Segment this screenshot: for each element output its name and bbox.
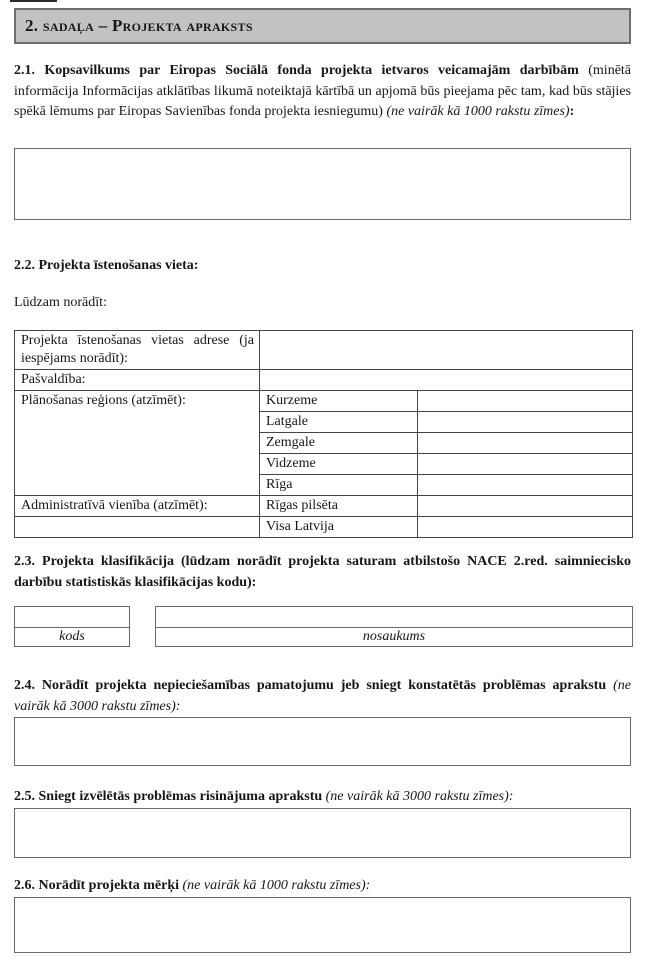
section-2-6-title: 2.6. Norādīt projekta mērķi [14, 878, 179, 893]
address-input-cell[interactable] [260, 331, 633, 370]
municipality-input-cell[interactable] [260, 370, 633, 391]
nace-name-table [155, 606, 633, 647]
section-2-1-title: 2.1. Kopsavilkums par Eiropas Sociālā fonda projekta ietvaros veicamajām darbībām [14, 63, 579, 78]
address-label-cell: Projekta īstenošanas vietas adrese (ja iespējams norādīt): [15, 331, 260, 370]
table-row-municipality [15, 370, 633, 391]
nace-name-label: nosaukums [156, 628, 633, 647]
section-2-5-heading [14, 787, 631, 808]
section-2-1-limit: (ne vairāk kā 1000 rakstu zīmes) [386, 104, 570, 119]
region-option-kurzeme: Kurzeme [260, 391, 418, 412]
section-2-6-heading [14, 876, 631, 897]
admin-unit-label-cell: Administratīvā vienība (atzīmēt): [15, 496, 260, 517]
section-2-1-note: (minētā informācija Informācijas atklātības likumā noteiktajā kārtībā un apjomā būs pieejama pēc tam, kad būs stājies spēkā lēmums par Eiropas Savienības fonda projekta iesniegumu) [14, 63, 632, 119]
section-2-4-textbox[interactable] [14, 717, 631, 766]
section-2-6-textbox[interactable] [14, 897, 631, 953]
section-header-bar [14, 8, 631, 44]
table-row-admin-rigas-pilseta [15, 496, 633, 517]
region-check-cell-zemgale[interactable] [418, 433, 633, 454]
region-option-vidzeme: Vidzeme [260, 454, 418, 475]
admin-option-rigas-pilseta: Rīgas pilsēta [260, 496, 418, 517]
section-2-4-heading [14, 676, 631, 717]
section-2-1-heading [14, 61, 631, 123]
table-row-admin-visa-latvija [15, 517, 633, 538]
region-option-latgale: Latgale [260, 412, 418, 433]
admin-unit-empty-cell [15, 517, 260, 538]
table-row-region-kurzeme [15, 391, 633, 412]
region-check-cell-riga[interactable] [418, 475, 633, 496]
nace-name-input-cell[interactable] [156, 607, 633, 628]
region-label-cell: Plānošanas reģions (atzīmēt): [15, 391, 260, 496]
admin-check-cell-visa-latvija[interactable] [418, 517, 633, 538]
section-2-2-title: 2.2. Projekta īstenošanas vieta: [14, 258, 199, 273]
section-2-3-title: 2.3. Projekta klasifikācija (lūdzam norādīt projekta saturam atbilstošo NACE 2.red. saimniecisko darbību statistiskās klasifikācijas kodu): [14, 554, 631, 590]
section-header-title: 2. sadaļa – Projekta apraksts [25, 16, 253, 35]
section-2-5-limit: (ne vairāk kā 3000 rakstu zīmes): [325, 789, 514, 804]
page-top-artifact-line [10, 0, 57, 2]
section-2-2-intro: Lūdzam norādīt: [14, 295, 107, 310]
implementation-location-table [14, 330, 633, 538]
section-2-4-limit: (ne vairāk kā 3000 rakstu zīmes): [14, 678, 631, 714]
section-2-1-colon: : [569, 104, 575, 119]
section-2-5-textbox[interactable] [14, 808, 631, 858]
region-check-cell-vidzeme[interactable] [418, 454, 633, 475]
table-row-address [15, 331, 633, 370]
region-check-cell-latgale[interactable] [418, 412, 633, 433]
region-option-riga: Rīga [260, 475, 418, 496]
region-option-zemgale: Zemgale [260, 433, 418, 454]
nace-code-input-cell[interactable] [15, 607, 130, 628]
admin-option-visa-latvija: Visa Latvija [260, 517, 418, 538]
section-2-1-textbox[interactable] [14, 148, 631, 220]
nace-code-table [14, 606, 130, 647]
region-check-cell-kurzeme[interactable] [418, 391, 633, 412]
section-2-6-limit: (ne vairāk kā 1000 rakstu zīmes): [182, 878, 371, 893]
admin-check-cell-rigas-pilseta[interactable] [418, 496, 633, 517]
nace-code-label: kods [15, 628, 130, 647]
municipality-label-cell: Pašvaldība: [15, 370, 260, 391]
section-2-4-title: 2.4. Norādīt projekta nepieciešamības pamatojumu jeb sniegt konstatētās problēmas aprakstu [14, 678, 607, 693]
section-2-5-title: 2.5. Sniegt izvēlētās problēmas risinājuma aprakstu [14, 789, 323, 804]
